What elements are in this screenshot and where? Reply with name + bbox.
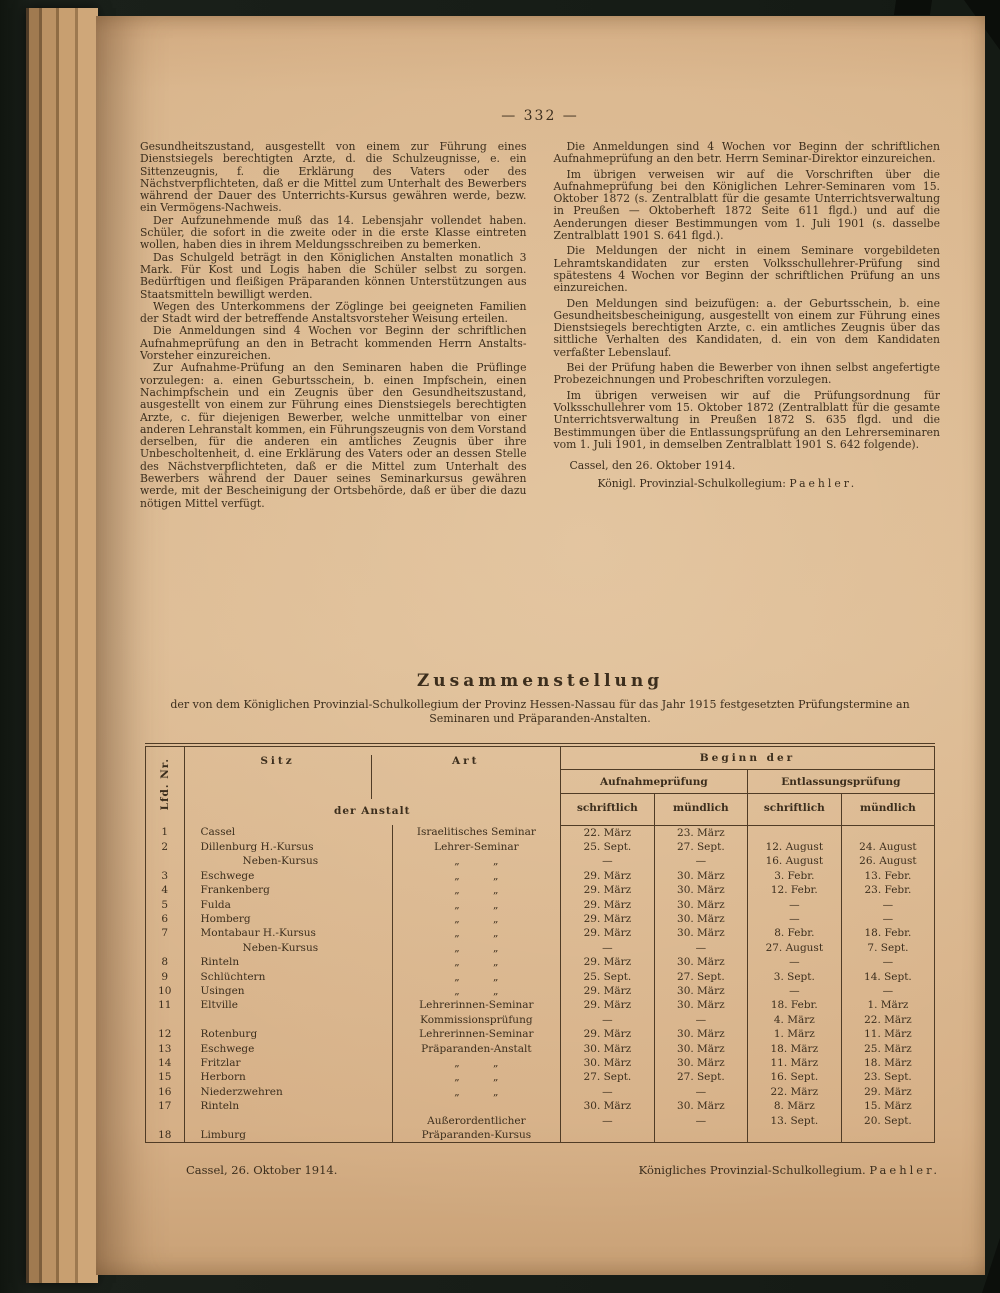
col-header-entlassungspruefung: Entlassungsprüfung — [747, 769, 934, 794]
table-row — [146, 941, 935, 955]
cell-nr: 11 — [146, 998, 185, 1012]
cell-aufnahme-muendlich: 30. März — [654, 912, 747, 926]
cell-art: Lehrerinnen-Seminar — [392, 998, 560, 1012]
table-row — [146, 825, 935, 840]
cell-sitz — [184, 1013, 392, 1027]
exam-schedule-table — [145, 743, 935, 1143]
cell-art: „ „ — [392, 984, 560, 998]
cell-aufnahme-muendlich: — — [654, 941, 747, 955]
paragraph: Im übrigen verweisen wir auf die Prüfungsordnung für Volksschullehrer vom 15. Oktober 1872 (Zentralblatt für die gesamte Unterrichtsverwaltung in Preußen 1872 S. 635 flgd. und die Bestimmungen über die Entlassungsprüfung an den Lehrerseminaren vom 1. Juli 1901, in demselben Zentralblatt 1901 S. 642 folgende). — [553, 388, 940, 451]
cell-entlassung-muendlich: 13. Febr. — [864, 869, 912, 882]
cell-sitz: Rotenburg — [184, 1027, 392, 1041]
section-subtitle: der von dem Königlichen Provinzial-Schulkollegium der Provinz Hessen-Nassau für das Jahr 1915 festgesetzten Prüfungstermine an Seminaren und Präparanden-Anstalten. — [170, 698, 910, 725]
table-row — [146, 869, 935, 883]
signature-text: Königl. Provinzial-Schulkollegium: — [597, 477, 786, 491]
cell-entlassung-schriftlich: 3. Febr. — [747, 869, 841, 883]
cell-nr: 4 — [146, 883, 185, 897]
cell-nr — [146, 1113, 185, 1127]
cell-entlassung-schriftlich — [747, 1128, 841, 1143]
page-footer — [140, 1163, 940, 1177]
paragraph: Die Meldungen der nicht in einem Seminare vorgebildeten Lehramtskandidaten zur ersten Volksschullehrer-Prüfung sind spätestens 4 Wochen vor Beginn der schriftlichen Prüfung an uns einzureichen. — [553, 244, 940, 295]
scan-artifact-top-notch — [894, 0, 932, 15]
cell-nr: 17 — [146, 1099, 185, 1113]
cell-entlassung-muendlich — [841, 1128, 934, 1143]
paragraph: Der Aufzunehmende muß das 14. Lebensjahr vollendet haben. Schüler, die sofort in die zweite oder in die erste Klasse eintreten wollen, haben dies in ihrem Meldungsschreiben zu bemerken. — [140, 213, 527, 252]
cell-aufnahme-schriftlich: 29. März — [560, 1027, 654, 1041]
cell-nr: 1 — [146, 825, 185, 840]
table-row — [146, 984, 935, 998]
cell-aufnahme-muendlich: 30. März — [654, 955, 747, 969]
cell-nr: 14 — [146, 1056, 185, 1070]
cell-sitz: Eschwege — [184, 869, 392, 883]
cell-art: „ „ — [392, 854, 560, 868]
cell-art: „ „ — [392, 969, 560, 983]
cell-nr: 8 — [146, 955, 185, 969]
dateline: Cassel, den 26. Oktober 1914. — [569, 459, 736, 473]
col-header-der-anstalt: der Anstalt — [334, 805, 411, 817]
cell-entlassung-muendlich: — — [882, 984, 894, 997]
cell-nr: 12 — [146, 1027, 185, 1041]
cell-aufnahme-muendlich: 27. Sept. — [654, 969, 747, 983]
cell-nr — [146, 941, 185, 955]
cell-entlassung-schriftlich: 3. Sept. — [747, 969, 841, 983]
cell-aufnahme-muendlich: 30. März — [654, 1027, 747, 1041]
cell-entlassung-muendlich: 20. Sept. — [864, 1114, 912, 1127]
cell-nr: 16 — [146, 1085, 185, 1099]
cell-aufnahme-schriftlich: — — [560, 941, 654, 955]
signature-line — [554, 478, 941, 490]
cell-entlassung-muendlich: 18. März — [864, 1056, 912, 1069]
cell-nr: 6 — [146, 912, 185, 926]
cell-aufnahme-schriftlich: — — [560, 1013, 654, 1027]
cell-aufnahme-schriftlich: 29. März — [560, 955, 654, 969]
cell-sitz — [184, 1113, 392, 1127]
paragraph: Bei der Prüfung haben die Bewerber von ihnen selbst angefertigte Probezeichnungen und Probeschriften vorzulegen. — [553, 361, 940, 387]
cell-art: Kommissionsprüfung — [392, 1013, 560, 1027]
cell-entlassung-muendlich: — — [882, 913, 894, 926]
cell-aufnahme-muendlich: 30. März — [654, 984, 747, 998]
footer-place-date: Cassel, 26. Oktober 1914. — [186, 1163, 338, 1178]
cell-nr: 2 — [146, 840, 185, 854]
cell-art: „ „ — [392, 955, 560, 969]
cell-art: „ „ — [392, 912, 560, 926]
footer-authority: Königliches Provinzial-Schulkollegium. — [638, 1163, 866, 1178]
right-text-column — [554, 141, 941, 647]
cell-entlassung-muendlich: 24. August — [859, 841, 917, 854]
section-title: Zusammenstellung — [416, 671, 664, 691]
paragraph: Wegen des Unterkommens der Zöglinge bei geeigneten Familien der Stadt wird der betreffende Anstaltsvorsteher Weisung erteilen. — [140, 299, 527, 326]
table-row — [146, 1070, 935, 1084]
cell-nr: 3 — [146, 869, 185, 883]
cell-aufnahme-muendlich: 30. März — [654, 1041, 747, 1055]
cell-art: Lehrerinnen-Seminar — [392, 1027, 560, 1041]
cell-entlassung-schriftlich: 13. Sept. — [747, 1113, 841, 1127]
cell-sitz: Homberg — [184, 912, 392, 926]
cell-aufnahme-schriftlich: — — [560, 1085, 654, 1099]
cell-aufnahme-muendlich: — — [654, 1013, 747, 1027]
table-row — [146, 969, 935, 983]
cell-entlassung-muendlich: 18. Febr. — [864, 927, 912, 940]
cell-aufnahme-schriftlich: 27. Sept. — [560, 1070, 654, 1084]
paragraph: Den Meldungen sind beizufügen: a. der Geburtsschein, b. eine Gesundheitsbescheinigung, ausgestellt von einem zur Führung eines Dienstsiegels berechtigten Arzte, c. ein amtliches Zeugnis über das sittliche Verhalten des Kandidaten, d. ein von dem Kandidaten verfaßter Lebenslauf. — [553, 296, 940, 359]
cell-aufnahme-muendlich: 30. März — [654, 869, 747, 883]
cell-sitz: Schlüchtern — [184, 969, 392, 983]
cell-aufnahme-muendlich: 23. März — [654, 825, 747, 840]
cell-entlassung-schriftlich — [747, 825, 841, 840]
cell-sitz: Eltville — [184, 998, 392, 1012]
cell-sitz: Frankenberg — [184, 883, 392, 897]
cell-aufnahme-schriftlich: 29. März — [560, 869, 654, 883]
cell-nr: 18 — [146, 1128, 185, 1143]
cell-nr: 13 — [146, 1041, 185, 1055]
table-row — [146, 1099, 935, 1113]
table-header — [146, 745, 935, 825]
cell-entlassung-schriftlich: 18. Febr. — [747, 998, 841, 1012]
cell-entlassung-schriftlich: 27. August — [747, 941, 841, 955]
cell-aufnahme-muendlich: 27. Sept. — [654, 1070, 747, 1084]
cell-entlassung-muendlich: 7. Sept. — [867, 941, 909, 954]
cell-nr: 5 — [146, 897, 185, 911]
cell-aufnahme-schriftlich: 29. März — [560, 897, 654, 911]
table-row — [146, 1056, 935, 1070]
cell-art: Lehrer-Seminar — [392, 840, 560, 854]
cell-entlassung-muendlich: 14. Sept. — [864, 970, 912, 983]
col-header-entlassung-schriftlich: schriftlich — [747, 794, 841, 825]
cell-aufnahme-schriftlich: 30. März — [560, 1056, 654, 1070]
book-page-edges — [26, 8, 98, 1283]
cell-entlassung-muendlich: — — [882, 956, 894, 969]
col-header-aufnahmepruefung: Aufnahmeprüfung — [560, 769, 747, 794]
cell-entlassung-muendlich: 1. März — [867, 999, 909, 1012]
cell-aufnahme-schriftlich: — — [560, 854, 654, 868]
cell-sitz: Rinteln — [184, 955, 392, 969]
two-column-text-block — [140, 141, 940, 647]
cell-entlassung-schriftlich: 16. August — [747, 854, 841, 868]
cell-sitz: Neben-Kursus — [184, 941, 392, 955]
left-text-column — [140, 141, 527, 647]
cell-entlassung-schriftlich: — — [747, 955, 841, 969]
col-header-beginn-der: Beginn der — [560, 745, 934, 769]
cell-art: „ „ — [392, 1056, 560, 1070]
cell-art: Außerordentlicher — [392, 1113, 560, 1127]
cell-entlassung-schriftlich: 12. August — [747, 840, 841, 854]
cell-entlassung-schriftlich: — — [747, 912, 841, 926]
cell-nr — [146, 1013, 185, 1027]
table-row — [146, 955, 935, 969]
cell-sitz: Fritzlar — [184, 1056, 392, 1070]
cell-aufnahme-schriftlich: 29. März — [560, 926, 654, 940]
cell-entlassung-muendlich: 11. März — [864, 1028, 912, 1041]
cell-entlassung-schriftlich: 22. März — [747, 1085, 841, 1099]
cell-sitz: Neben-Kursus — [184, 854, 392, 868]
cell-nr: 7 — [146, 926, 185, 940]
cell-sitz: Niederzwehren — [184, 1085, 392, 1099]
cell-entlassung-muendlich: 15. März — [864, 1100, 912, 1113]
cell-aufnahme-muendlich: 30. März — [654, 1099, 747, 1113]
cell-aufnahme-schriftlich: 29. März — [560, 883, 654, 897]
table-row — [146, 1128, 935, 1143]
cell-sitz: Eschwege — [184, 1041, 392, 1055]
cell-entlassung-muendlich: 26. August — [859, 855, 917, 868]
cell-aufnahme-muendlich: 30. März — [654, 897, 747, 911]
right-column-paragraphs — [554, 141, 941, 451]
table-row — [146, 854, 935, 868]
cell-entlassung-schriftlich: 12. Febr. — [747, 883, 841, 897]
footer-signer-name: Paehler. — [869, 1163, 940, 1178]
cell-aufnahme-muendlich: — — [654, 854, 747, 868]
cell-aufnahme-schriftlich: 25. Sept. — [560, 969, 654, 983]
cell-sitz: Limburg — [184, 1128, 392, 1143]
cell-art: „ „ — [392, 869, 560, 883]
footer-signature — [639, 1163, 940, 1177]
cell-aufnahme-schriftlich: — — [560, 1113, 654, 1127]
cell-art — [392, 1099, 560, 1113]
cell-sitz: Rinteln — [184, 1099, 392, 1113]
paragraph: Gesundheitszustand, ausgestellt von einem zur Führung eines Dienstsiegels berechtigten Arzte, d. die Schulzeugnisse, e. ein Sittenzeugnis, f. die Erklärung des Vaters oder des Nächstverpflichteten, daß er die Mittel zum Unterhalt des Bewerbers während der Dauer des Unterrichts-Kursus gewähren werde, bezw. ein Vermögens-Nachweis. — [140, 141, 527, 215]
cell-art: „ „ — [392, 1085, 560, 1099]
cell-entlassung-schriftlich: 1. März — [747, 1027, 841, 1041]
cell-aufnahme-muendlich: 30. März — [654, 1056, 747, 1070]
cell-entlassung-muendlich: 25. März — [864, 1042, 912, 1055]
cell-entlassung-muendlich: 23. Febr. — [864, 884, 912, 897]
cell-aufnahme-schriftlich: 25. Sept. — [560, 840, 654, 854]
signer-name: Paehler. — [789, 477, 858, 491]
table-row — [146, 912, 935, 926]
cell-entlassung-muendlich: 22. März — [864, 1013, 912, 1026]
cell-aufnahme-muendlich: — — [654, 1085, 747, 1099]
cell-sitz: Herborn — [184, 1070, 392, 1084]
col-header-entlassung-muendlich: mündlich — [841, 794, 934, 825]
table-row — [146, 926, 935, 940]
cell-entlassung-muendlich — [841, 825, 934, 840]
cell-art: „ „ — [392, 1070, 560, 1084]
cell-art: „ „ — [392, 941, 560, 955]
cell-aufnahme-schriftlich: 29. März — [560, 912, 654, 926]
table-row — [146, 1085, 935, 1099]
page-number: — 332 — — [501, 108, 579, 124]
cell-entlassung-schriftlich: 18. März — [747, 1041, 841, 1055]
cell-nr: 15 — [146, 1070, 185, 1084]
cell-art: „ „ — [392, 883, 560, 897]
cell-entlassung-schriftlich: 8. März — [747, 1099, 841, 1113]
cell-entlassung-muendlich: 23. Sept. — [864, 1071, 912, 1084]
cell-sitz: Montabaur H.-Kursus — [184, 926, 392, 940]
paragraph: Zur Aufnahme-Prüfung an den Seminaren haben die Prüflinge vorzulegen: a. einen Geburtsschein, b. einen Impfschein, einen Nachimpfschein und ein Zeugnis über den Gesundheitszustand, ausgestellt von einem zur Führung eines Dienstsiegels berechtigten Arzte, c. für diejenigen Bewerber, welche unmittelbar von einer anderen Lehranstalt kommen, ein Führungszeugnis von dem Vorstand derselben, für die anderen ein amtliches Zeugnis über ihre Unbescholtenheit, d. eine Erklärung des Vaters oder an dessen Stelle des Nächstverpflichteten, daß er die Mittel zum Unterhalt des Bewerbers während der Dauer seines Seminarkursus gewähren werde, mit der Bescheinigung der Ortsbehörde, daß er über die dazu nötigen Mittel verfügt. — [140, 361, 527, 510]
cell-aufnahme-muendlich: 30. März — [654, 998, 747, 1012]
col-header-aufnahme-muendlich: mündlich — [654, 794, 747, 825]
col-header-aufnahme-schriftlich: schriftlich — [560, 794, 654, 825]
cell-entlassung-schriftlich: 8. Febr. — [747, 926, 841, 940]
cell-entlassung-muendlich: 29. März — [864, 1085, 912, 1098]
cell-art: Präparanden-Kursus — [392, 1128, 560, 1143]
cell-aufnahme-muendlich — [654, 1128, 747, 1143]
cell-art: „ „ — [392, 897, 560, 911]
col-header-art: Art — [451, 755, 480, 767]
cell-nr — [146, 854, 185, 868]
cell-art: „ „ — [392, 926, 560, 940]
cell-entlassung-schriftlich: 4. März — [747, 1013, 841, 1027]
cell-aufnahme-muendlich: — — [654, 1113, 747, 1127]
table-body — [146, 825, 935, 1143]
cell-entlassung-muendlich: — — [882, 898, 894, 911]
table-row — [146, 1027, 935, 1041]
paragraph: Die Anmeldungen sind 4 Wochen vor Beginn der schriftlichen Aufnahmeprüfung an den betr. Herrn Seminar-Direktor einzureichen. — [553, 141, 940, 166]
paragraph: Im übrigen verweisen wir auf die Vorschriften über die Aufnahmeprüfung bei den Königlichen Lehrer-Seminaren vom 15. Oktober 1872 (s. Zentralblatt für die gesamte Unterrichtsverwaltung in Preußen — Oktoberheft 1872 Seite 611 flgd.) und auf die Aenderungen dieser Bestimmungen vom 1. Juli 1901 (s. dasselbe Zentralblatt 1901 S. 641 flgd.). — [553, 167, 940, 243]
table-row — [146, 897, 935, 911]
table-row — [146, 998, 935, 1012]
table-row — [146, 840, 935, 854]
cell-aufnahme-muendlich: 30. März — [654, 926, 747, 940]
cell-aufnahme-schriftlich: 30. März — [560, 1099, 654, 1113]
cell-aufnahme-schriftlich: 22. März — [560, 825, 654, 840]
cell-entlassung-schriftlich: — — [747, 897, 841, 911]
cell-aufnahme-muendlich: 27. Sept. — [654, 840, 747, 854]
cell-sitz: Fulda — [184, 897, 392, 911]
table-row — [146, 1013, 935, 1027]
table-row — [146, 1113, 935, 1127]
col-header-sitz: Sitz — [185, 755, 372, 799]
cell-aufnahme-schriftlich — [560, 1128, 654, 1143]
cell-aufnahme-schriftlich: 29. März — [560, 998, 654, 1012]
cell-art: Präparanden-Anstalt — [392, 1041, 560, 1055]
col-header-sitz-art — [184, 745, 560, 825]
table-row — [146, 1041, 935, 1055]
cell-sitz: Cassel — [184, 825, 392, 840]
cell-art: Israelitisches Seminar — [392, 825, 560, 840]
cell-nr: 9 — [146, 969, 185, 983]
cell-nr: 10 — [146, 984, 185, 998]
paragraph: Das Schulgeld beträgt in den Königlichen Anstalten monatlich 3 Mark. Für Kost und Logis haben die Schüler selbst zu sorgen. Bedürftigen und fleißigen Präparanden können Unterstützungen aus Staatsmitteln bewilligt werden. — [140, 250, 527, 301]
document-page — [96, 16, 985, 1275]
paragraph: Die Anmeldungen sind 4 Wochen vor Beginn der schriftlichen Aufnahmeprüfung an den in Betracht kommenden Herrn Anstalts-Vorsteher einzureichen. — [140, 324, 527, 363]
cell-aufnahme-schriftlich: 29. März — [560, 984, 654, 998]
cell-sitz: Dillenburg H.-Kursus — [184, 840, 392, 854]
cell-entlassung-schriftlich: 11. März — [747, 1056, 841, 1070]
cell-aufnahme-muendlich: 30. März — [654, 883, 747, 897]
cell-entlassung-schriftlich: — — [747, 984, 841, 998]
cell-sitz: Usingen — [184, 984, 392, 998]
table-row — [146, 883, 935, 897]
col-header-lfd-nr: Lfd. Nr. — [146, 745, 185, 825]
cell-aufnahme-schriftlich: 30. März — [560, 1041, 654, 1055]
cell-entlassung-schriftlich: 16. Sept. — [747, 1070, 841, 1084]
